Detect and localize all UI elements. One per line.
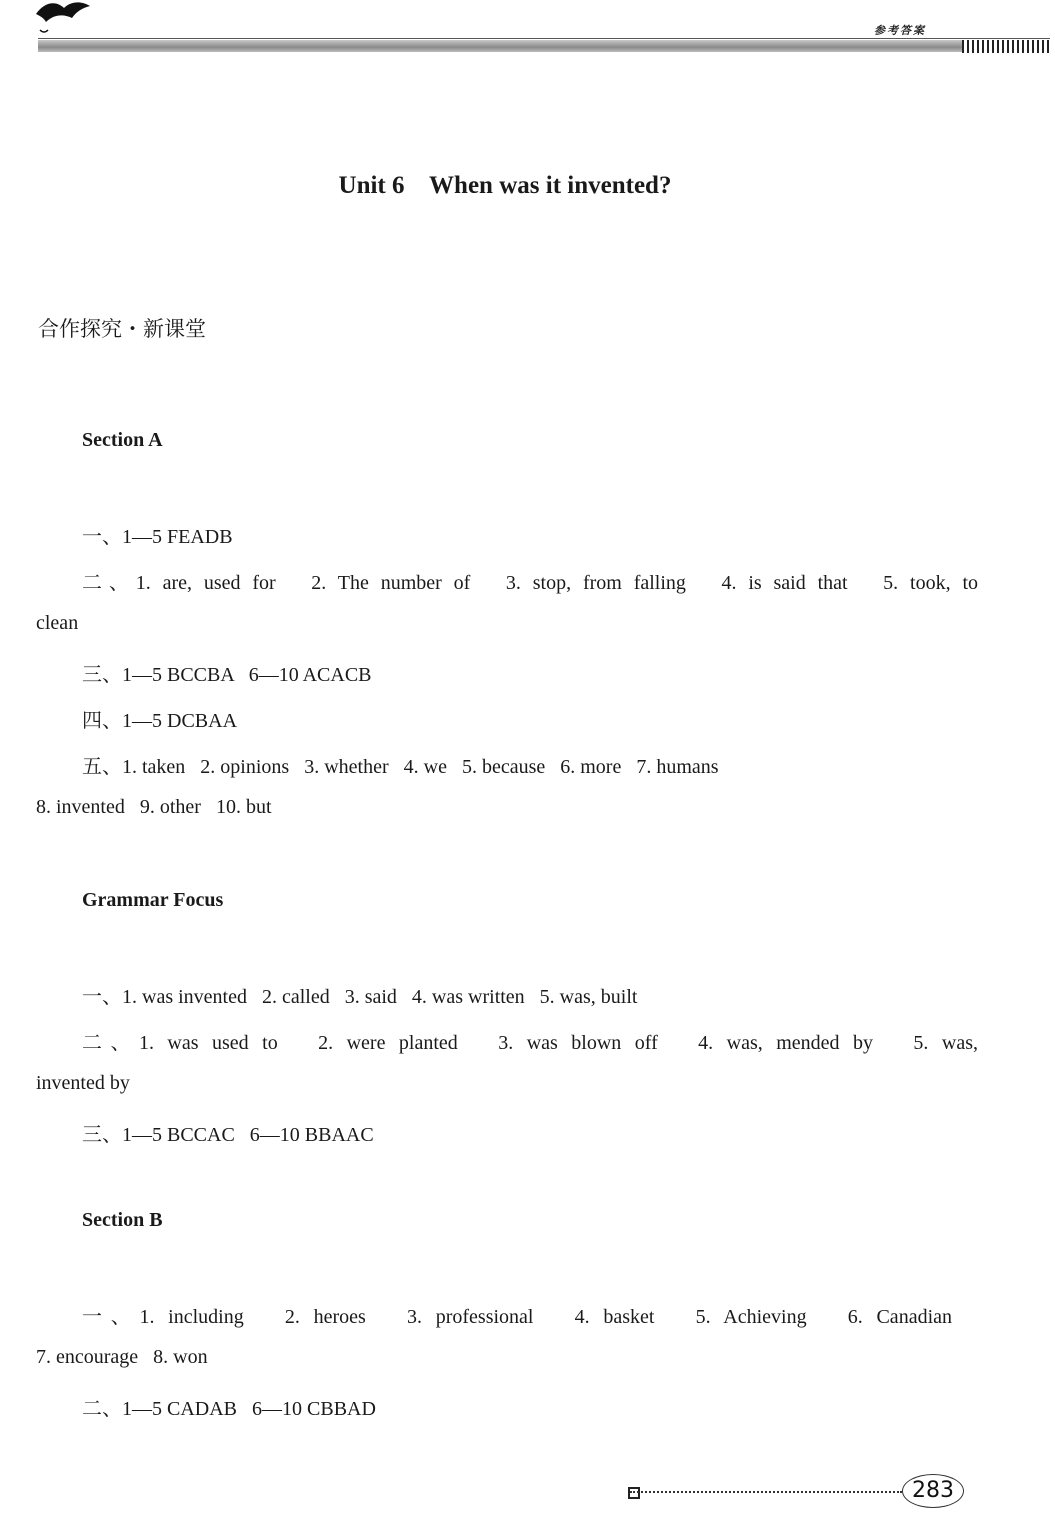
answer-line: 二、1—5 CADAB 6—10 CBBAD bbox=[82, 1398, 376, 1420]
answer-line: 二、1. was used to 2. were planted 3. was blown off 4. was, mended by 5. was, bbox=[82, 1032, 978, 1054]
answer-line: 7. encourage 8. won bbox=[36, 1346, 208, 1368]
answer-line: 一、1—5 FEADB bbox=[82, 526, 233, 548]
answer-line: 三、1—5 BCCAC 6—10 BBAAC bbox=[82, 1124, 374, 1146]
header-rule bbox=[38, 38, 1050, 39]
footer-dotted-rule bbox=[630, 1491, 902, 1493]
answer-line: clean bbox=[36, 612, 79, 634]
page-title: Unit 6 When was it invented? bbox=[338, 172, 672, 199]
answer-line: 三、1—5 BCCBA 6—10 ACACB bbox=[82, 664, 372, 686]
section-heading: Grammar Focus bbox=[82, 889, 224, 911]
answer-line: 五、1. taken 2. opinions 3. whether 4. we 5. because 6. more 7. humans bbox=[82, 756, 719, 778]
section-heading: Section A bbox=[82, 429, 163, 451]
answer-line: 二、1. are, used for 2. The number of 3. stop, from falling 4. is said that 5. took, to bbox=[82, 572, 978, 594]
answer-line: 一、1. was invented 2. called 3. said 4. was written 5. was, built bbox=[82, 986, 638, 1008]
page-number: 283 bbox=[902, 1474, 964, 1508]
bird-logo-icon bbox=[34, 0, 94, 38]
header-bar bbox=[38, 40, 1050, 52]
header-tick-pattern bbox=[962, 40, 1050, 53]
subject-heading: 合作探究・新课堂 bbox=[38, 317, 206, 341]
answer-line: 四、1—5 DCBAA bbox=[82, 710, 238, 732]
section-heading: Section B bbox=[82, 1209, 163, 1231]
answer-line: invented by bbox=[36, 1072, 130, 1094]
answer-line: 一、1. including 2. heroes 3. professional 4. basket 5. Achieving 6. Canadian bbox=[82, 1306, 952, 1328]
header-label: 参考答案 bbox=[874, 24, 926, 37]
footer-square-icon bbox=[628, 1487, 640, 1499]
answer-line: 8. invented 9. other 10. but bbox=[36, 796, 272, 818]
